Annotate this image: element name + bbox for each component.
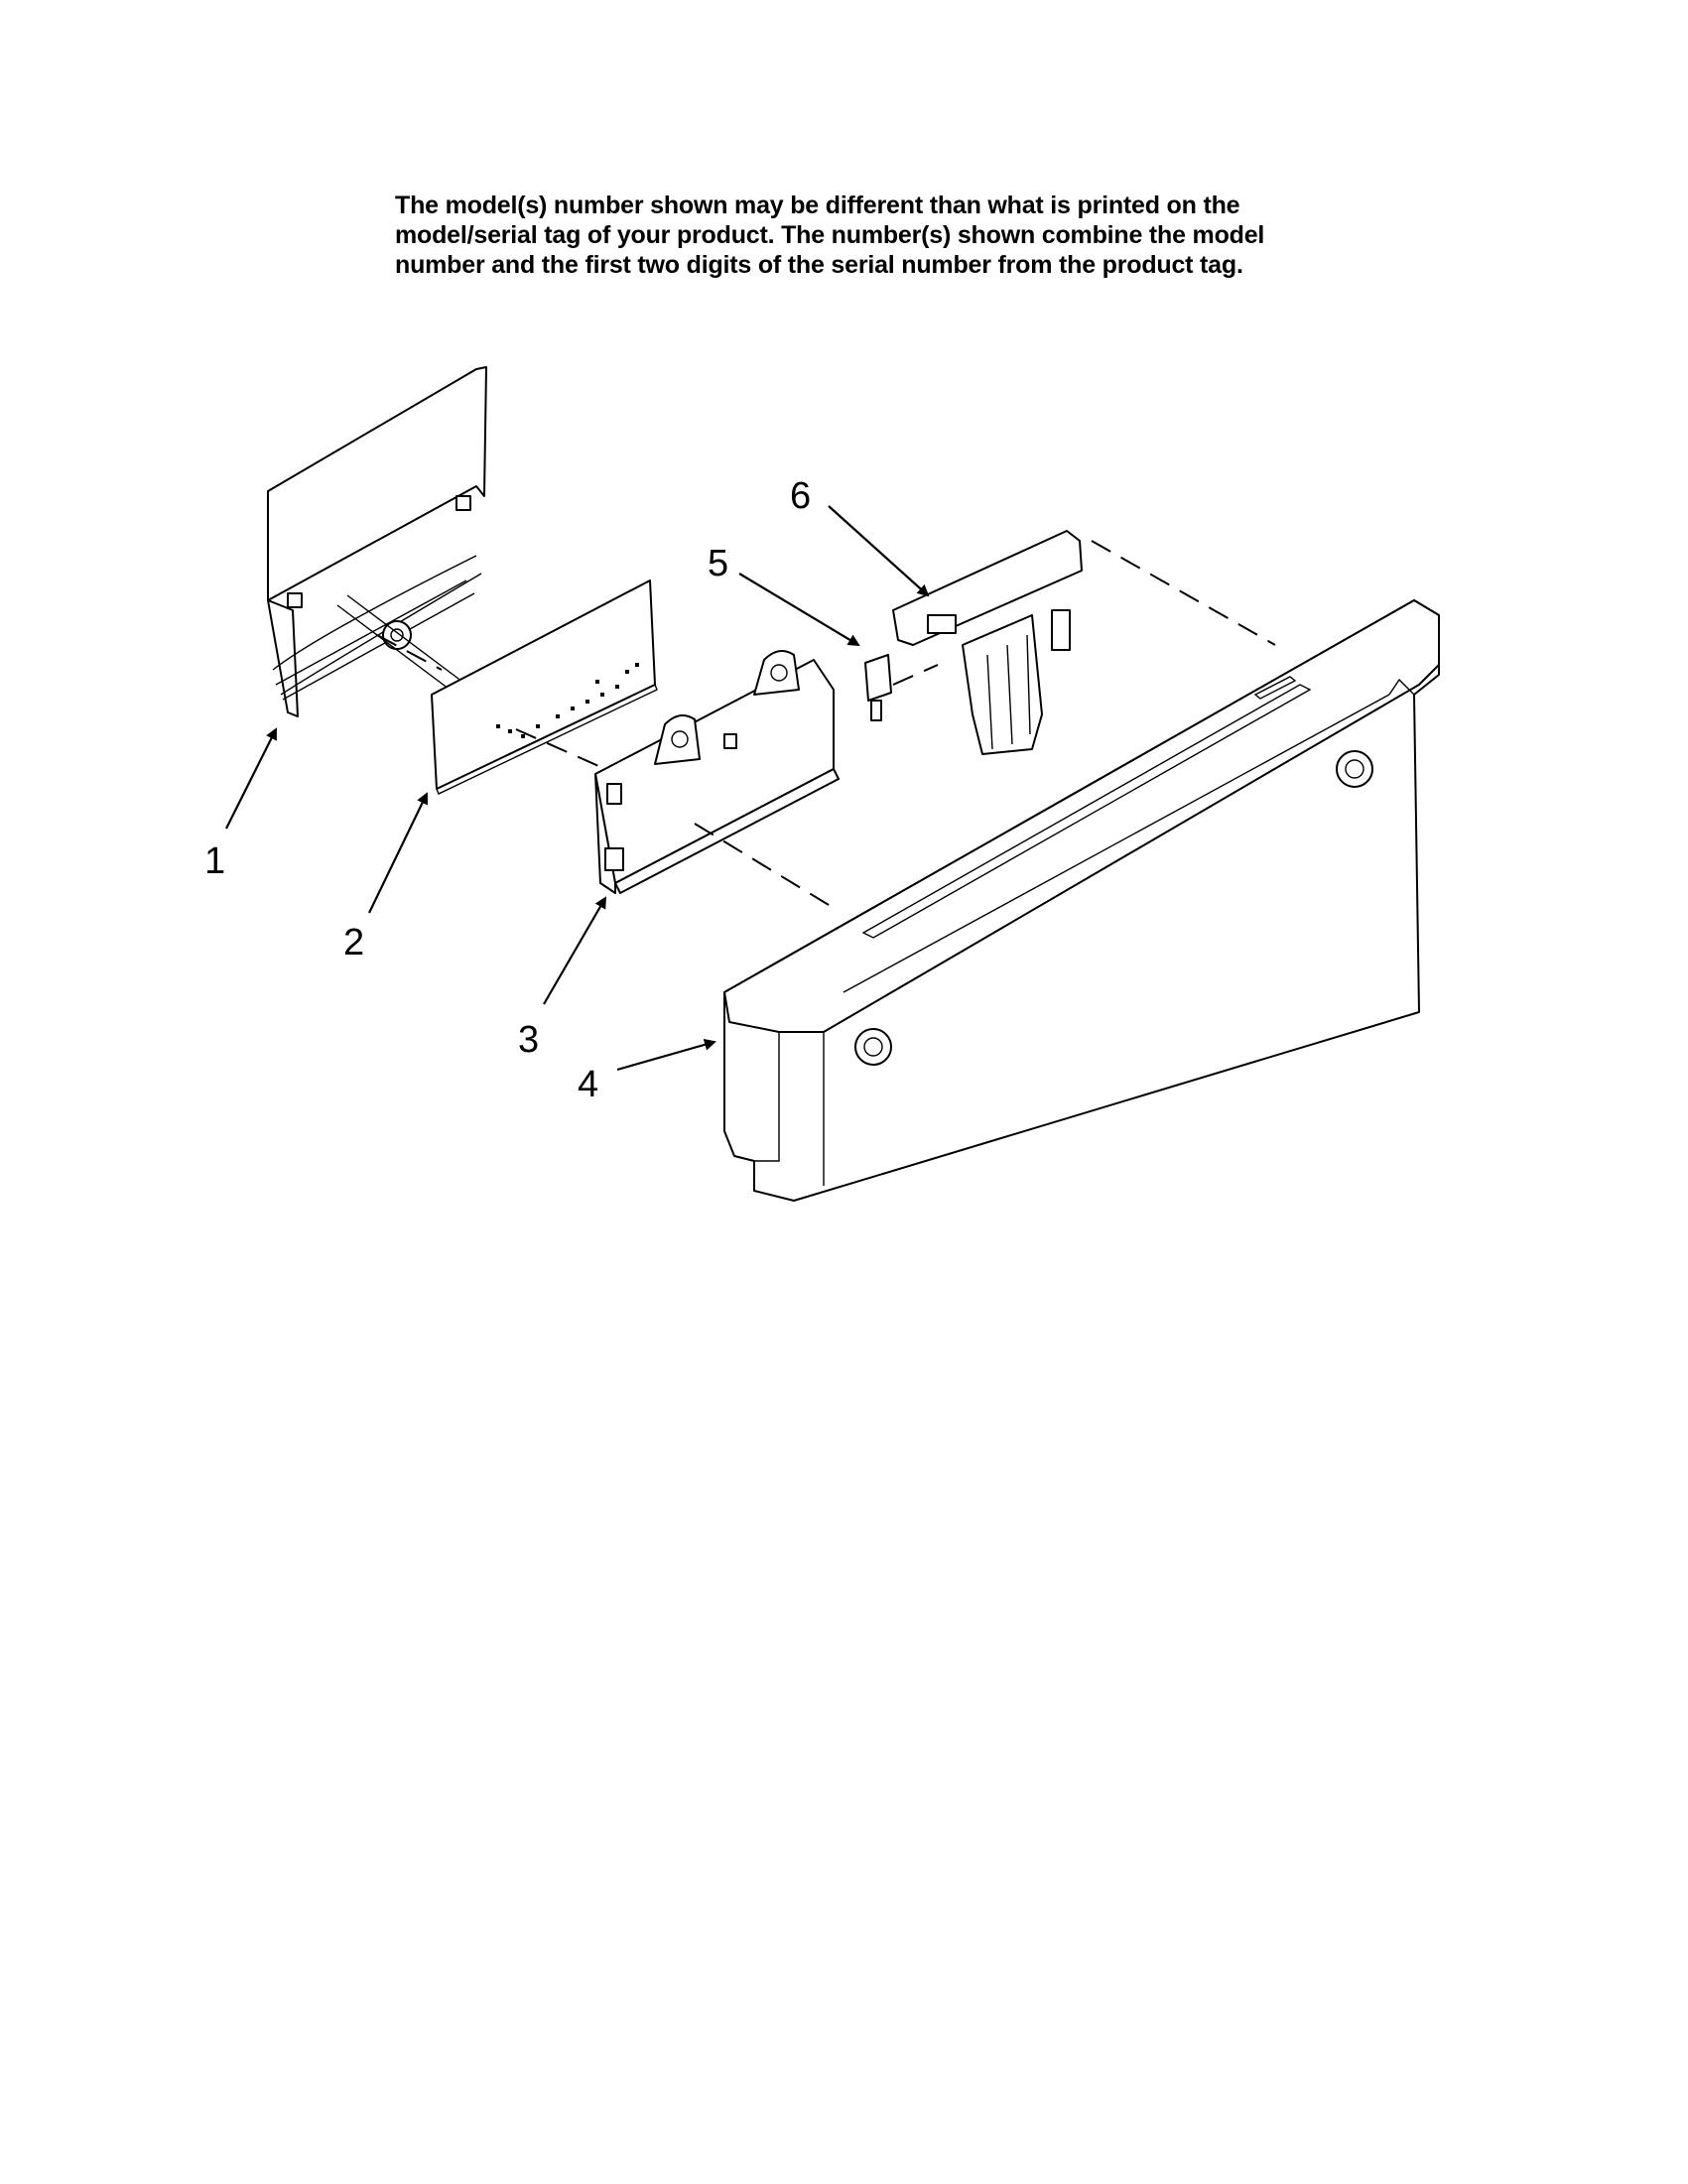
callout-3: 3 <box>518 1019 540 1061</box>
disclaimer-line-1: The model(s) number shown may be different than what is printed on the <box>395 192 1240 219</box>
callout-1: 1 <box>204 840 226 882</box>
part-5-switch <box>865 655 891 720</box>
callout-5: 5 <box>708 543 729 584</box>
callout-2: 2 <box>343 922 365 964</box>
callout-6: 6 <box>790 475 812 517</box>
part-6-latch-assembly <box>893 531 1082 754</box>
disclaimer-line-2: model/serial tag of your product. The number(s) shown combine the model <box>395 221 1265 249</box>
part-1-bracket <box>268 367 486 716</box>
callout-4: 4 <box>578 1064 599 1105</box>
disclaimer-line-3: number and the first two digits of the serial number from the product tag. <box>395 251 1243 279</box>
